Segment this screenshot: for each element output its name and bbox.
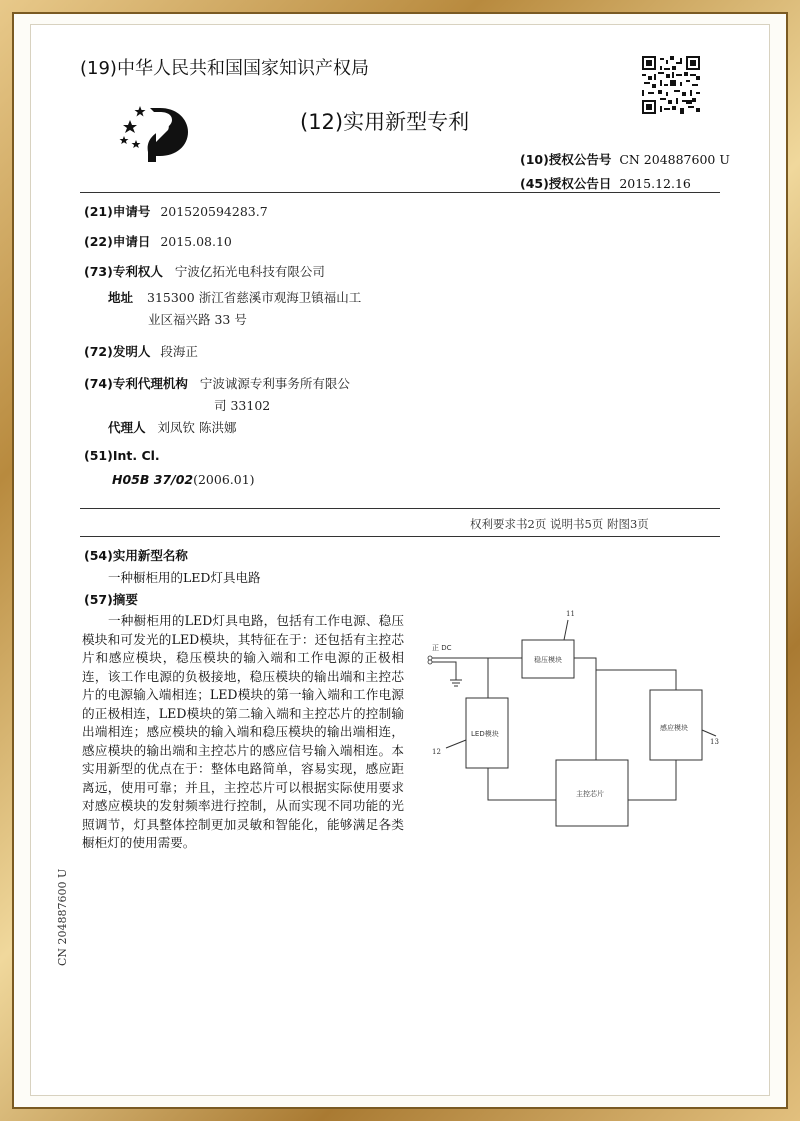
patentee-label: (73)专利权人 [84,264,163,279]
abstract-label [84,590,138,608]
address-line2: 业区福兴路 33 号 [148,312,247,327]
side-publication-code: CN 204887600 U [56,868,69,966]
agency-continuation [214,396,270,414]
intcl-code: H05B 37/02 [112,472,194,487]
utility-model-name-label [84,546,188,564]
application-number-value: 201520594283.7 [160,204,268,219]
inventor-label: (72)发明人 [84,344,151,359]
inventor-value: 段海正 [160,344,198,359]
publication-date-label: (45)授权公告日 [520,176,612,191]
page-count-info: 权利要求书2页 说明书5页 附图3页 [470,517,649,531]
circuit-diagram [418,600,728,840]
agent-value: 刘凤钦 陈洪娜 [157,420,237,435]
agent-label: 代理人 [108,420,146,435]
header-divider [80,192,720,193]
sensor-label: 感应模块 [660,724,688,732]
address-continuation [148,310,247,328]
ref-13: 13 [710,738,719,746]
name-label-text: (54)实用新型名称 [84,548,188,563]
application-number-row [84,202,268,220]
intcl-code-row [112,472,255,487]
patentee-value: 宁波亿拓光电科技有限公司 [174,264,325,279]
document-type-title: (12)实用新型专利 [300,110,470,134]
abstract-label-text: (57)摘要 [84,592,138,607]
publication-date-row [520,174,691,192]
power-label: 正 DC [432,644,452,652]
application-number-label: (21)申请号 [84,204,151,219]
address-row [108,288,361,306]
abstract-text: 一种橱柜用的LED灯具电路，包括有工作电源、稳压模块和可发光的LED模块，其特征在于：还包括有主控芯片和感应模块，稳压模块的输入端和工作电源的正极相连，该工作电源的负极接地，稳压模块的输出端和主控芯片的电源输入端相连；LED模块的第一输入端和工作电源的正极相连，LED模块的第二输入端和主控芯片的控制输出端相连；感应模块的输入端和稳压模块的输出端相连，感应模块的输出端和主控芯片的感应信号输入端相连。本实用新型的优点在于：整体电路简单，容易实现，感应距离远，使用可靠；并且，主控芯片可以根据实际使用要求对感应模块的发射频率进行控制，从而实现不同功能的光照调节，灯具整体控制更加灵敏和智能化，能够满足各类橱柜灯的使用需要。 [82,613,404,850]
intcl-year: (2006.01) [193,472,255,487]
publication-date-value: 2015.12.16 [619,176,691,191]
cnipa-emblem-icon [116,100,196,166]
patent-office-title: (19)中华人民共和国国家知识产权局 [80,58,369,79]
fields-divider-top [80,508,720,509]
regulator-label: 稳压模块 [534,656,562,664]
utility-model-name-value: 一种橱柜用的LED灯具电路 [108,570,261,585]
agency-label: (74)专利代理机构 [84,376,188,391]
intcl-label: (51)Int. Cl. [84,448,160,463]
agency-line2: 司 33102 [214,398,271,413]
publication-number-row [520,150,730,168]
intcl-row [84,448,160,463]
ref-11: 11 [566,610,575,618]
address-line1: 315300 浙江省慈溪市观海卫镇福山工 [147,290,362,305]
address-label: 地址 [108,290,134,305]
agency-row [84,374,350,392]
mcu-label: 主控芯片 [576,790,604,798]
application-date-value: 2015.08.10 [160,234,232,249]
agent-row [108,418,236,436]
fields-divider-bottom [80,536,720,537]
application-date-label: (22)申请日 [84,234,151,249]
patentee-row [84,262,325,280]
inventor-row [84,342,198,360]
agency-line1: 宁波诚源专利事务所有限公 [199,376,350,391]
led-label: LED模块 [471,730,499,738]
application-date-row [84,232,232,250]
publication-number-value: CN 204887600 U [619,152,730,167]
qr-code-icon [642,56,700,114]
publication-number-label: (10)授权公告号 [520,152,612,167]
ref-12: 12 [432,748,441,756]
